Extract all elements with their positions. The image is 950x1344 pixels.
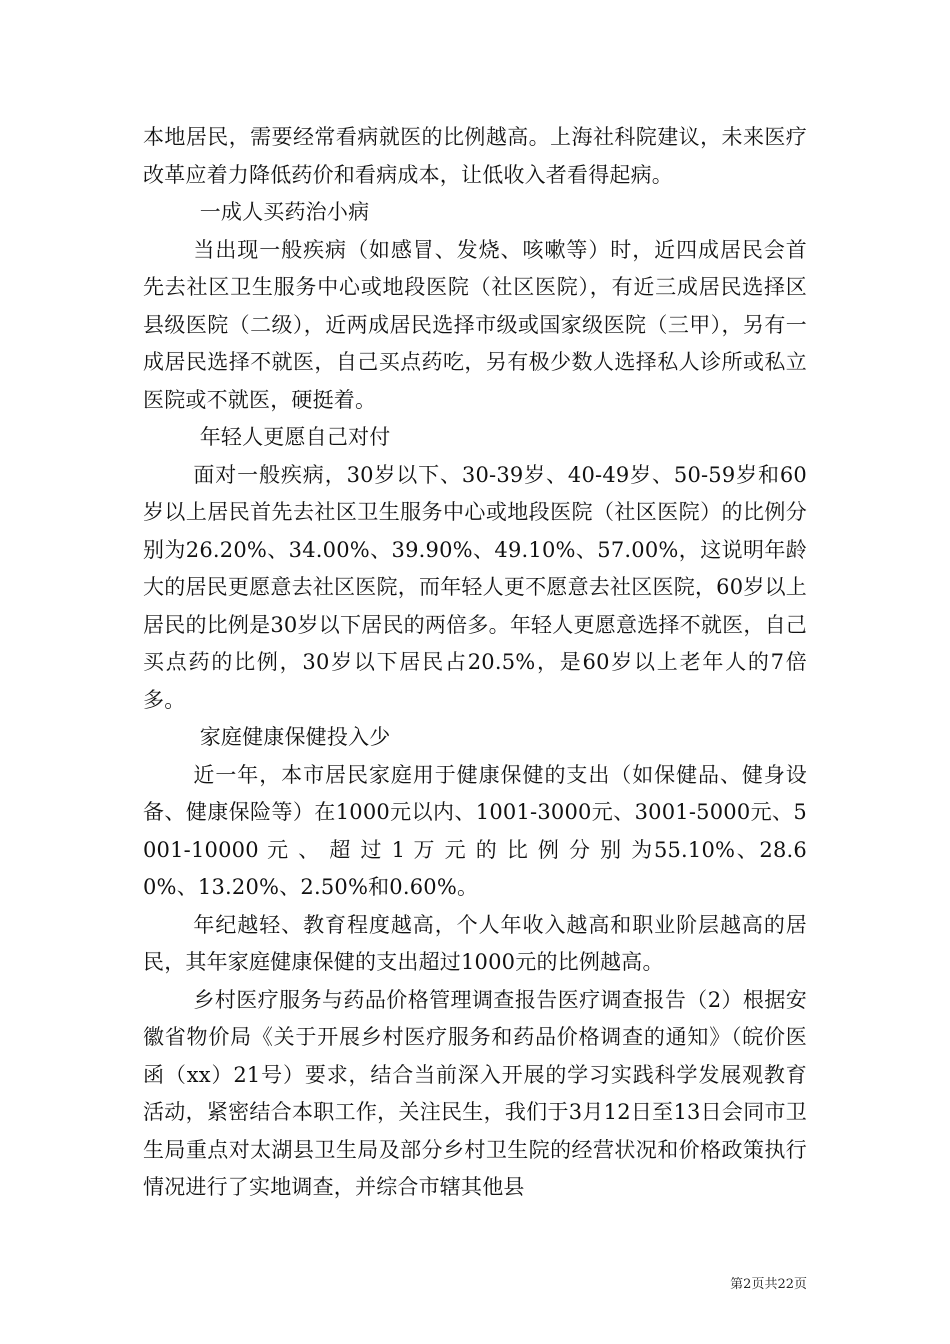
document-body <box>143 119 807 1207</box>
page-number-footer: 第2页共22页 <box>730 1277 807 1292</box>
paragraph: 面对一般疾病，30岁以下、30-39岁、40-49岁、50-59岁和60岁以上居民首先去社区卫生服务中心或地段医院（社区医院）的比例分别为26.20%、34.00%、39.90%、49.10%、57.00%，这说明年龄大的居民更愿意去社区医院，而年轻人更不愿意去社区医院，60岁以上居民的比例是30岁以下居民的两倍多。年轻人更愿意选择不就医，自己买点药的比例，30岁以下居民占20.5%，是60岁以上老年人的7倍多。 <box>143 462 807 712</box>
paragraph: 近一年，本市居民家庭用于健康保健的支出（如保健品、健身设备、健康保险等）在1000元以内、1001-3000元、3001-5000元、5001-10000 元 、 超 过 1 万 元 的 比 例 分 别 为55.10%、28.60%、13.20%、2.50%和0.60%。 <box>143 762 807 899</box>
paragraph: 乡村医疗服务与药品价格管理调查报告医疗调查报告（2）根据安徽省物价局《关于开展乡村医疗服务和药品价格调查的通知》（皖价医函（xx）21号）要求，结合当前深入开展的学习实践科学发展观教育活动，紧密结合本职工作，关注民生，我们于3月12日至13日会同市卫生局重点对太湖县卫生局及部分乡村卫生院的经营状况和价格政策执行情况进行了实地调查，并综合市辖其他县 <box>143 987 807 1199</box>
paragraph: 本地居民，需要经常看病就医的比例越高。上海社科院建议，未来医疗改革应着力降低药价和看病成本，让低收入者看得起病。 <box>143 125 807 187</box>
paragraph: 年纪越轻、教育程度越高，个人年收入越高和职业阶层越高的居民，其年家庭健康保健的支出超过1000元的比例越高。 <box>143 912 807 974</box>
paragraph: 当出现一般疾病（如感冒、发烧、咳嗽等）时，近四成居民会首先去社区卫生服务中心或地段医院（社区医院），有近三成居民选择区县级医院（二级），近两成居民选择市级或国家级医院（三甲），另有一成居民选择不就医，自己买点药吃，另有极少数人选择私人诊所或私立医院或不就医，硬挺着。 <box>143 237 807 412</box>
section-heading: 家庭健康保健投入少 <box>199 725 391 749</box>
section-heading: 一成人买药治小病 <box>199 200 370 224</box>
section-heading: 年轻人更愿自己对付 <box>199 425 391 449</box>
